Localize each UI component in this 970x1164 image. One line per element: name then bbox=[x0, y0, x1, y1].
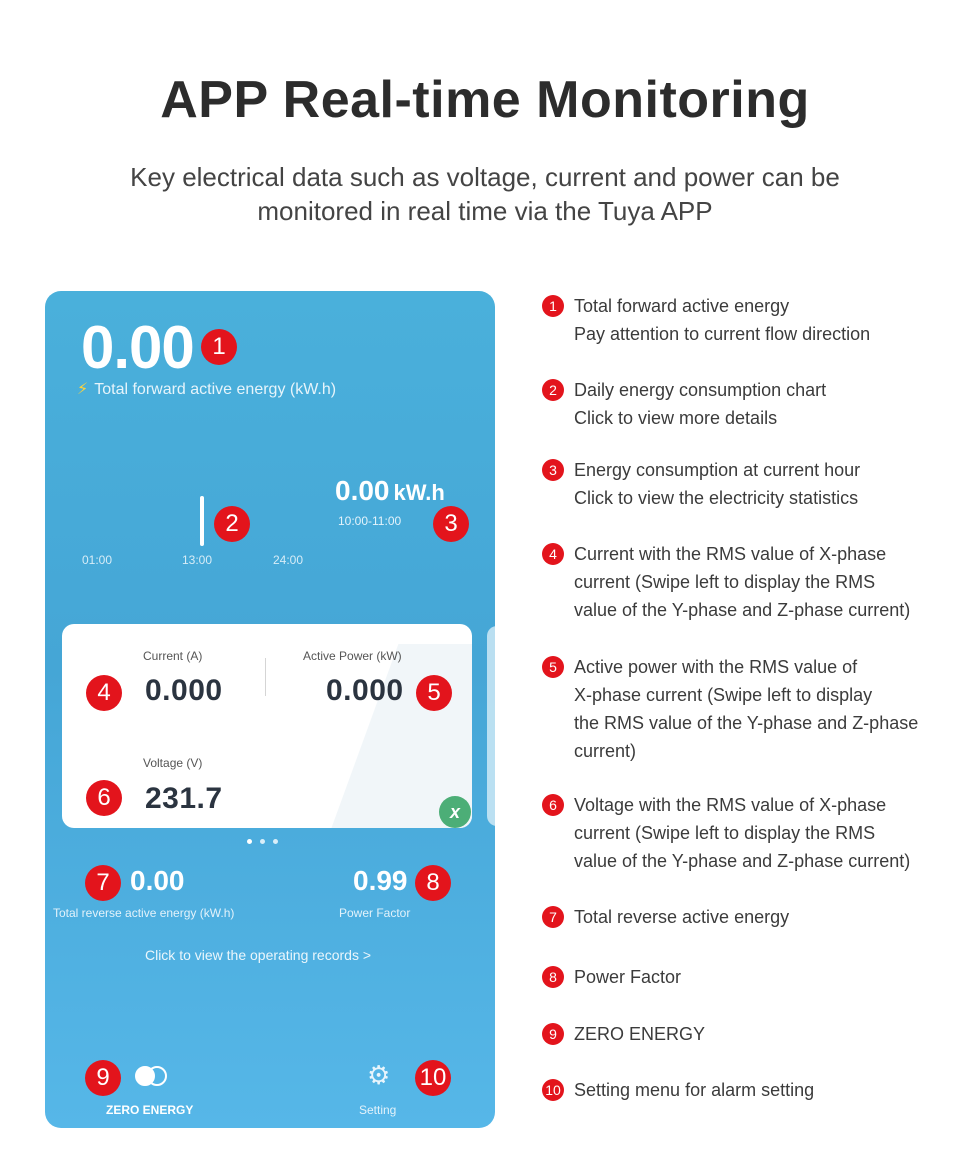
legend-text bbox=[574, 1020, 934, 1048]
current-value: 0.000 bbox=[145, 674, 223, 707]
legend-text bbox=[574, 653, 934, 765]
current-hour-range: 10:00-11:00 bbox=[338, 514, 402, 528]
callout-badge-9: 9 bbox=[85, 1060, 121, 1096]
legend-line: Power Factor bbox=[574, 967, 682, 987]
legend-line: Voltage with the RMS value of X-phase bbox=[574, 795, 887, 815]
legend-number-badge: 7 bbox=[542, 906, 564, 928]
current-hour-energy-value: 0.00 bbox=[335, 475, 390, 506]
total-forward-energy-label-text: Total forward active energy (kW.h) bbox=[94, 381, 337, 398]
page-title: APP Real-time Monitoring bbox=[160, 71, 810, 129]
daily-energy-chart-bar[interactable] bbox=[200, 496, 204, 546]
legend-line: value of the Y-phase and Z-phase current) bbox=[574, 600, 911, 620]
legend-text bbox=[574, 540, 934, 624]
legend-line: current) bbox=[574, 741, 637, 761]
legend-line: Total forward active energy bbox=[574, 296, 790, 316]
next-card-peek[interactable] bbox=[487, 626, 495, 826]
legend-number-badge: 4 bbox=[542, 543, 564, 565]
legend-number-badge: 8 bbox=[542, 966, 564, 988]
legend-line: value of the Y-phase and Z-phase current) bbox=[574, 851, 911, 871]
legend-line: Daily energy consumption chart bbox=[574, 380, 827, 400]
legend-text bbox=[574, 292, 934, 348]
legend-text bbox=[574, 791, 934, 875]
chart-tick-label: 13:00 bbox=[182, 553, 213, 567]
zero-energy-label[interactable]: ZERO ENERGY bbox=[106, 1103, 194, 1117]
legend-line: Current with the RMS value of X-phase bbox=[574, 544, 887, 564]
measurement-card[interactable] bbox=[62, 624, 472, 828]
legend-text bbox=[574, 1076, 934, 1104]
power-factor-label: Power Factor bbox=[339, 906, 411, 920]
legend-text bbox=[574, 963, 934, 991]
operating-records-link[interactable]: Click to view the operating records > bbox=[144, 947, 372, 963]
lightning-icon: ⚡ bbox=[77, 381, 89, 398]
legend-number-badge: 6 bbox=[542, 794, 564, 816]
total-forward-energy-value[interactable]: 0.00 bbox=[81, 314, 194, 381]
callout-badge-6: 6 bbox=[86, 780, 122, 816]
legend-number-badge: 3 bbox=[542, 459, 564, 481]
current-label: Current (A) bbox=[143, 649, 203, 663]
pager-dot bbox=[260, 839, 265, 844]
legend-line: Click to view the electricity statistics bbox=[574, 488, 859, 508]
callout-badge-1: 1 bbox=[201, 329, 237, 365]
active-power-label: Active Power (kW) bbox=[303, 649, 402, 663]
legend-number-badge: 9 bbox=[542, 1023, 564, 1045]
legend-line: Total reverse active energy bbox=[574, 907, 790, 927]
legend-line: ZERO ENERGY bbox=[574, 1024, 706, 1044]
reverse-energy-value[interactable]: 0.00 bbox=[130, 865, 185, 896]
active-power-value: 0.000 bbox=[326, 674, 404, 707]
callout-badge-7: 7 bbox=[85, 865, 121, 901]
pager-dot bbox=[273, 839, 278, 844]
legend-number-badge: 5 bbox=[542, 656, 564, 678]
callout-badge-8: 8 bbox=[415, 865, 451, 901]
legend-line: Energy consumption at current hour bbox=[574, 460, 861, 480]
callout-badge-2: 2 bbox=[214, 506, 250, 542]
legend-number-badge: 10 bbox=[542, 1079, 564, 1101]
gear-icon[interactable]: ⚙ bbox=[367, 1060, 391, 1090]
current-hour-energy-unit: kW.h bbox=[393, 480, 445, 505]
subtitle-line-2: monitored in real time via the Tuya APP bbox=[257, 196, 713, 226]
chart-tick-label: 01:00 bbox=[82, 553, 113, 567]
toggle-circle-outline bbox=[147, 1066, 167, 1086]
voltage-label: Voltage (V) bbox=[143, 756, 203, 770]
callout-badge-3: 3 bbox=[433, 506, 469, 542]
legend-line: Pay attention to current flow direction bbox=[574, 324, 871, 344]
page-subtitle bbox=[0, 160, 970, 228]
legend-line: current (Swipe left to display the RMS bbox=[574, 823, 876, 843]
setting-label[interactable]: Setting bbox=[359, 1103, 397, 1117]
total-forward-energy-label bbox=[77, 379, 336, 399]
callout-badge-5: 5 bbox=[416, 675, 452, 711]
callout-badge-10: 10 bbox=[415, 1060, 451, 1096]
current-hour-energy[interactable] bbox=[335, 475, 445, 507]
legend-line: Setting menu for alarm setting bbox=[574, 1080, 815, 1100]
pager-dot bbox=[247, 839, 252, 844]
card-pager-dots bbox=[247, 839, 278, 844]
legend-number-badge: 1 bbox=[542, 295, 564, 317]
legend-text bbox=[574, 376, 934, 432]
legend-text bbox=[574, 903, 934, 931]
voltage-value: 231.7 bbox=[145, 782, 223, 815]
callout-badge-4: 4 bbox=[86, 675, 122, 711]
export-excel-icon[interactable]: x bbox=[439, 796, 471, 828]
subtitle-line-1: Key electrical data such as voltage, current and power can be bbox=[130, 162, 840, 192]
legend-line: X-phase current (Swipe left to display bbox=[574, 685, 873, 705]
app-screen bbox=[45, 291, 495, 1128]
chart-tick-label: 24:00 bbox=[273, 553, 304, 567]
reverse-energy-label: Total reverse active energy (kW.h) bbox=[53, 906, 235, 920]
legend-line: Active power with the RMS value of bbox=[574, 657, 858, 677]
legend-number-badge: 2 bbox=[542, 379, 564, 401]
card-divider bbox=[265, 658, 266, 696]
zero-energy-toggle-icon[interactable] bbox=[135, 1066, 169, 1086]
power-factor-value[interactable]: 0.99 bbox=[353, 865, 408, 896]
legend-line: current (Swipe left to display the RMS bbox=[574, 572, 876, 592]
legend-line: the RMS value of the Y-phase and Z-phase bbox=[574, 713, 919, 733]
legend-line: Click to view more details bbox=[574, 408, 778, 428]
legend-text bbox=[574, 456, 934, 512]
